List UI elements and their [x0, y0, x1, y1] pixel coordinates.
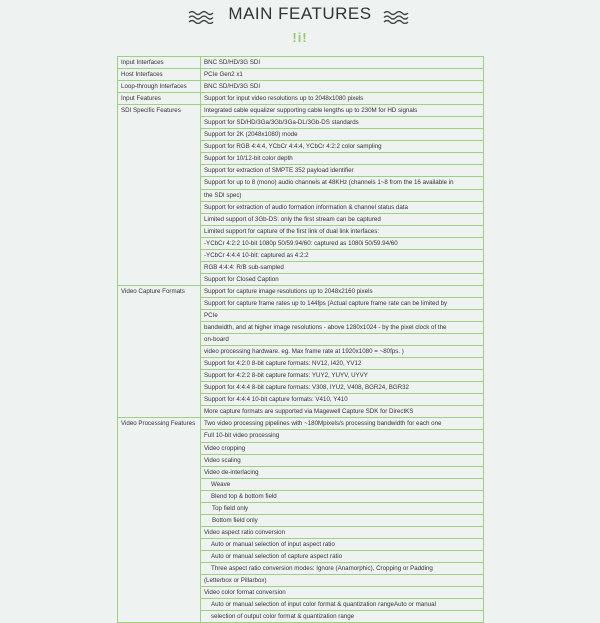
feature-value-cell: Limited support for capture of the first link of dual link interfaces: [201, 225, 484, 237]
feature-value-cell: Support for 10/12-bit color depth [201, 153, 484, 165]
table-row [118, 57, 484, 69]
feature-value-cell: Blend top & bottom field [201, 490, 484, 502]
feature-value-cell: Full 10-bit video processing [201, 430, 484, 442]
feature-value-cell: Video de-interlacing [201, 466, 484, 478]
feature-value-cell: Support for 4:4:4 8-bit capture formats: V308, IYU2, V408, BGR24, BGR32 [201, 382, 484, 394]
features-table [117, 56, 484, 623]
header [0, 0, 600, 56]
feature-value-cell: Video scaling [201, 454, 484, 466]
feature-value-cell: -YCbCr 4:2:2 10-bit 1080p 50/59.94/60: captured as 1080i 50/59.94/60 [201, 237, 484, 249]
table-row [118, 69, 484, 81]
feature-value-cell: Support for capture frame rates up to 144fps (Actual capture frame rate can be limited by [201, 297, 484, 309]
feature-category-label: SDI Specific Features [118, 105, 201, 286]
feature-value-cell: Auto or manual selection of input aspect ratio [201, 538, 484, 550]
feature-value-cell: Support for input video resolutions up to 2048x1080 pixels [201, 93, 484, 105]
feature-value-cell: (Letterbox or Pillarbox) [201, 575, 484, 587]
feature-category-label: Loop-through Interfaces [118, 81, 201, 93]
feature-value-cell: PCIe Gen2 x1 [201, 69, 484, 81]
feature-value-cell: Two video processing pipelines with ~180Mpixels/s processing bandwidth for each one [201, 418, 484, 430]
feature-value-cell: PCIe [201, 309, 484, 321]
feature-value-cell: bandwidth, and at higher image resolutions - above 1280x1024 - by the pixel clock of the [201, 322, 484, 334]
feature-value-cell: More capture formats are supported via Magewell Capture SDK for DirectKS [201, 406, 484, 418]
feature-value-cell: Auto or manual selection of capture aspect ratio [201, 550, 484, 562]
feature-value-cell: RGB 4:4:4: R/B sub-sampled [201, 261, 484, 273]
feature-category-label: Input Features [118, 93, 201, 105]
feature-value-cell: Support for 2K (2048x1080) mode [201, 129, 484, 141]
feature-value-cell: video processing hardware. eg. Max frame rate at 1920x1080 = ~80fps. ) [201, 346, 484, 358]
table-row [118, 285, 484, 297]
feature-category-label: Input Interfaces [118, 57, 201, 69]
feature-value-cell: Video cropping [201, 442, 484, 454]
feature-category-label: Video Capture Formats [118, 285, 201, 418]
feature-value-cell: Support for SD/HD/3Ga/3Gb/3Ga-DL/3Gb-DS standards [201, 117, 484, 129]
feature-value-cell: Weave [201, 478, 484, 490]
feature-value-cell: Support for capture image resolutions up to 2048x2160 pixels [201, 285, 484, 297]
feature-value-cell: Support for Closed Caption [201, 273, 484, 285]
wave-decoration-icon [383, 10, 411, 24]
feature-value-cell: on-board [201, 334, 484, 346]
feature-value-cell: Limited support of 3Gb-DS: only the first stream can be captured [201, 213, 484, 225]
feature-value-cell: Integrated cable equalizer supporting cable lengths up to 230M for HD signals [201, 105, 484, 117]
feature-value-cell: Support for up to 8 (mono) audio channels at 48KHz (channels 1~8 from the 16 available in [201, 177, 484, 189]
feature-value-cell: -YCbCr 4:4:4 10-bit: captured as 4:2:2 [201, 249, 484, 261]
feature-value-cell: the SDI spec) [201, 189, 484, 201]
feature-category-label: Video Processing Features [118, 418, 201, 623]
feature-value-cell: Support for extraction of SMPTE 352 payload identifier [201, 165, 484, 177]
feature-value-cell: BNC SD/HD/3G SDI [201, 81, 484, 93]
feature-value-cell: Support for RGB 4:4:4, YCbCr 4:4:4, YCbCr 4:2:2 color sampling [201, 141, 484, 153]
feature-value-cell: Three aspect ratio conversion modes: Ignore (Anamorphic), Cropping or Padding [201, 562, 484, 574]
feature-value-cell: Auto or manual selection of input color format & quantization rangeAuto or manual [201, 599, 484, 611]
exclamation-marks-icon: !i! [292, 30, 308, 45]
table-row [118, 105, 484, 117]
table-row [118, 418, 484, 430]
feature-value-cell: Support for 4:4:4 10-bit capture formats: V410, Y410 [201, 394, 484, 406]
feature-category-label: Host Interfaces [118, 69, 201, 81]
feature-value-cell: Support for 4:2:2 8-bit capture formats: YUY2, YUYV, UYVY [201, 370, 484, 382]
features-table-body [118, 57, 484, 623]
page-title: MAIN FEATURES [228, 4, 372, 23]
feature-value-cell: Bottom field only [201, 514, 484, 526]
feature-value-cell: selection of output color format & quantization range [201, 611, 484, 623]
feature-value-cell: Video color format conversion [201, 587, 484, 599]
table-row [118, 81, 484, 93]
feature-value-cell: Video aspect ratio conversion [201, 526, 484, 538]
feature-value-cell: BNC SD/HD/3G SDI [201, 57, 484, 69]
feature-value-cell: Support for extraction of audio formation information & channel status data [201, 201, 484, 213]
feature-value-cell: Top field only [201, 502, 484, 514]
table-row [118, 93, 484, 105]
feature-value-cell: Support for 4:2:0 8-bit capture formats: NV12, I420, YV12 [201, 358, 484, 370]
